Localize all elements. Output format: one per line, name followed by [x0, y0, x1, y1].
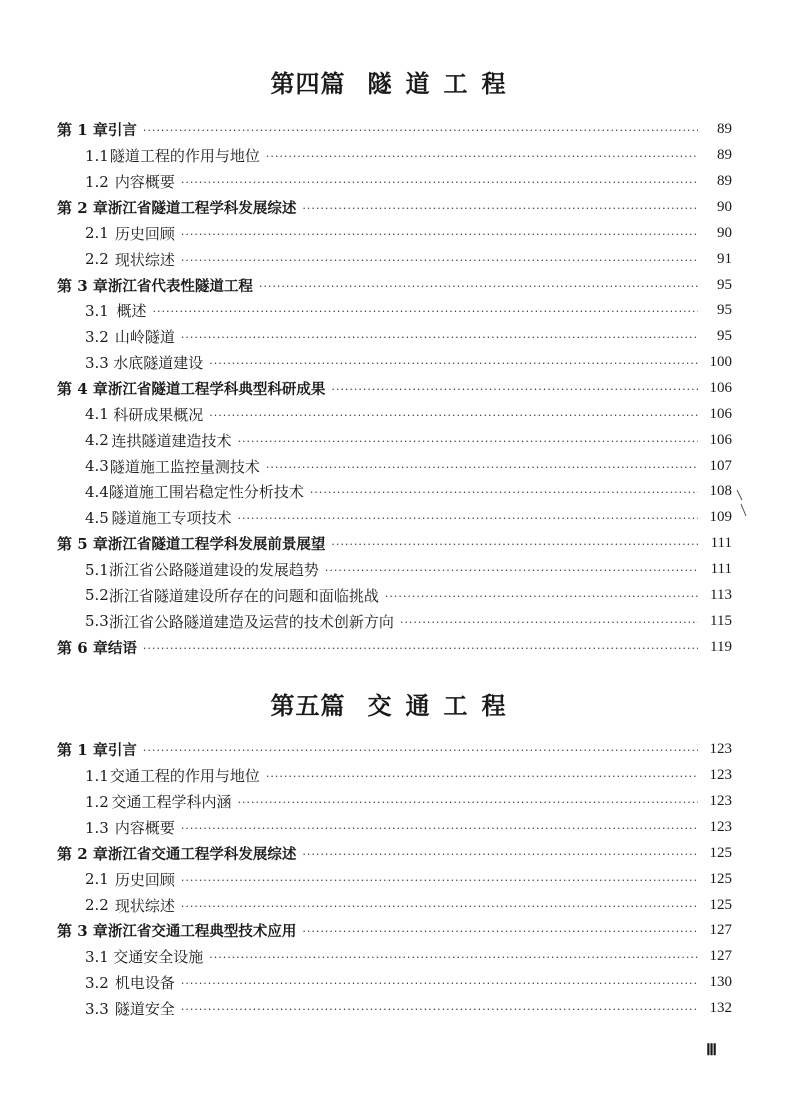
dot-leader — [181, 874, 698, 887]
chapter-title: 浙江省交通工程典型技术应用 — [107, 924, 297, 941]
dot-leader — [143, 124, 698, 137]
section-title: 科研成果概况 — [113, 405, 204, 424]
page-ref: 108 — [709, 483, 732, 500]
dot-leader — [181, 331, 698, 344]
toc-section-row[interactable] — [57, 324, 732, 350]
toc-section-row[interactable] — [57, 401, 732, 427]
toc-section-row[interactable] — [57, 996, 732, 1022]
part-name: 隧道工程 — [367, 69, 520, 98]
toc-section-row[interactable] — [57, 169, 732, 195]
section-title: 隧道施工监控量测技术 — [109, 457, 260, 476]
page-ref: 113 — [710, 586, 732, 603]
chapter-title: 引言 — [107, 743, 137, 760]
dot-leader — [181, 822, 698, 835]
toc-section-row[interactable] — [57, 582, 732, 608]
section-title: 内容概要 — [114, 173, 175, 192]
page-ref: 95 — [717, 302, 732, 319]
dot-leader — [143, 642, 698, 655]
section-number: 2.2 — [85, 896, 109, 915]
section-title: 历史回顾 — [114, 224, 175, 243]
section-number: 2.1 — [85, 224, 109, 243]
section-number: 1.3 — [85, 818, 109, 837]
dot-leader — [238, 435, 698, 448]
page-ref: 123 — [709, 741, 732, 758]
page-ref: 106 — [709, 380, 732, 397]
page-ref: 127 — [709, 922, 732, 939]
page-ref: 89 — [717, 147, 732, 164]
section-title: 交通工程的作用与地位 — [109, 767, 260, 786]
chapter-number: 第 4 章 — [57, 380, 108, 399]
chapter-title: 引言 — [107, 123, 137, 140]
section-number: 4.4 — [85, 482, 109, 501]
dot-leader — [325, 564, 698, 577]
page-ref: 106 — [709, 405, 732, 422]
toc-chapter-row[interactable] — [57, 918, 732, 944]
toc-section-row[interactable] — [57, 220, 732, 246]
section-number: 4.2 — [85, 431, 109, 450]
section-title: 交通安全设施 — [113, 948, 204, 967]
chapter-number: 第 1 章 — [57, 741, 108, 760]
page-number: Ⅲ — [706, 1042, 717, 1059]
page-ref: 123 — [709, 819, 732, 835]
section-title: 历史回顾 — [114, 870, 175, 889]
section-number: 1.1 — [85, 146, 109, 165]
section-number: 5.2 — [85, 586, 109, 605]
toc-section-row[interactable] — [57, 763, 732, 789]
toc-section-row[interactable] — [57, 892, 732, 918]
toc-chapter-row[interactable] — [57, 737, 732, 763]
dot-leader — [181, 228, 698, 241]
scan-mark-icon — [736, 488, 748, 518]
dot-leader — [143, 744, 698, 757]
section-number: 4.5 — [85, 508, 109, 527]
toc-section-row[interactable] — [57, 453, 732, 479]
dot-leader — [181, 977, 698, 990]
section-title: 浙江省公路隧道建造及运营的技术创新方向 — [108, 612, 394, 631]
toc-section-row[interactable] — [57, 944, 732, 970]
page-ref: 125 — [709, 870, 732, 887]
toc-section-row[interactable] — [57, 970, 732, 996]
section-number: 4.3 — [85, 457, 109, 476]
toc-chapter-row[interactable] — [57, 195, 732, 221]
dot-leader — [302, 848, 698, 861]
section-title: 隧道施工围岩稳定性分析技术 — [108, 483, 304, 502]
section-number: 5.1 — [85, 560, 109, 579]
dot-leader — [259, 280, 698, 293]
chapter-number: 第 1 章 — [57, 121, 108, 140]
chapter-number: 第 3 章 — [57, 922, 108, 941]
toc-chapter-row[interactable] — [57, 272, 732, 298]
toc-chapter-row[interactable] — [57, 634, 732, 660]
toc-traffic-engineering — [57, 737, 732, 1021]
page-ref: 89 — [717, 173, 732, 190]
section-title: 浙江省隧道建设所存在的问题和面临挑战 — [108, 586, 379, 605]
section-title: 浙江省公路隧道建设的发展趋势 — [108, 561, 319, 580]
section-title: 现状综述 — [114, 896, 175, 915]
page-ref: 91 — [717, 250, 732, 267]
section-number: 5.3 — [85, 612, 109, 631]
dot-leader — [331, 383, 698, 396]
toc-section-row[interactable] — [57, 608, 732, 634]
part-name: 交通工程 — [367, 691, 520, 720]
section-title: 隧道施工专项技术 — [111, 509, 232, 528]
dot-leader — [209, 409, 698, 422]
chapter-number: 第 6 章 — [57, 638, 108, 657]
dot-leader — [400, 616, 698, 629]
dot-leader — [310, 486, 698, 499]
chapter-title: 浙江省隧道工程学科发展综述 — [107, 201, 297, 217]
toc-section-row[interactable] — [57, 479, 732, 505]
page-ref: 127 — [709, 948, 732, 965]
dot-leader — [385, 590, 698, 603]
page-ref: 125 — [709, 896, 732, 913]
section-title: 隧道安全 — [114, 1000, 175, 1019]
toc-chapter-row[interactable] — [57, 531, 732, 557]
page-ref: 132 — [709, 1000, 732, 1017]
page-ref: 111 — [710, 535, 732, 552]
dot-leader — [181, 176, 698, 189]
toc-section-row[interactable] — [57, 143, 732, 169]
page-ref: 109 — [709, 509, 732, 526]
dot-leader — [238, 512, 698, 525]
dot-leader — [302, 202, 698, 215]
section-title: 山岭隧道 — [114, 328, 175, 347]
dot-leader — [266, 770, 698, 783]
dot-leader — [266, 461, 698, 474]
chapter-title: 结语 — [107, 640, 137, 657]
section-number: 3.3 — [85, 353, 109, 372]
dot-leader — [181, 1003, 698, 1016]
page-ref: 123 — [709, 767, 732, 784]
chapter-title: 浙江省隧道工程学科典型科研成果 — [107, 382, 326, 399]
chapter-number: 第 2 章 — [57, 199, 108, 217]
page-ref: 130 — [709, 974, 732, 991]
toc-section-row[interactable] — [57, 789, 732, 815]
page-ref: 123 — [709, 793, 732, 810]
toc-chapter-row[interactable] — [57, 376, 732, 402]
chapter-title: 浙江省隧道工程学科发展前景展望 — [107, 537, 326, 554]
section-title: 交通工程学科内涵 — [111, 793, 232, 812]
section-number: 4.1 — [85, 405, 109, 424]
section-number: 1.2 — [85, 792, 109, 811]
dot-leader — [209, 357, 698, 370]
page-ref: 90 — [717, 224, 732, 241]
toc-chapter-row[interactable] — [57, 840, 732, 866]
chapter-number: 第 3 章 — [57, 276, 108, 295]
toc-section-row[interactable] — [57, 815, 732, 841]
section-number: 2.1 — [85, 870, 109, 889]
toc-section-row[interactable] — [57, 246, 732, 272]
dot-leader — [238, 796, 698, 809]
toc-section-row[interactable] — [57, 505, 732, 531]
dot-leader — [331, 538, 698, 551]
page-ref: 125 — [709, 844, 732, 861]
toc-section-row[interactable] — [57, 866, 732, 892]
dot-leader — [181, 900, 698, 913]
page-ref: 107 — [709, 457, 732, 474]
toc-section-row[interactable] — [57, 427, 732, 453]
part-title-tunnel — [0, 64, 790, 99]
chapter-title: 浙江省代表性隧道工程 — [107, 278, 253, 295]
section-number: 3.3 — [85, 999, 109, 1018]
part-label: 第四篇 — [270, 69, 346, 98]
section-number: 3.1 — [85, 301, 109, 320]
page-ref: 95 — [717, 328, 732, 345]
toc-section-row[interactable] — [57, 350, 732, 376]
dot-leader — [266, 150, 698, 163]
toc-section-row[interactable] — [57, 298, 732, 324]
page-ref: 111 — [710, 561, 732, 578]
page-ref: 119 — [710, 638, 732, 655]
page-ref: 90 — [717, 199, 732, 215]
chapter-number: 第 5 章 — [57, 535, 108, 554]
part-title-traffic — [0, 686, 790, 721]
section-number: 3.2 — [85, 327, 109, 346]
page-ref: 100 — [709, 354, 732, 371]
toc-chapter-row[interactable] — [57, 117, 732, 143]
section-title: 机电设备 — [114, 974, 175, 993]
page-ref: 115 — [710, 612, 732, 629]
page-ref: 95 — [717, 276, 732, 293]
section-number: 1.2 — [85, 172, 109, 191]
section-number: 2.2 — [85, 250, 109, 269]
section-title: 内容概要 — [114, 819, 175, 837]
page-ref: 89 — [717, 121, 732, 138]
chapter-title: 浙江省交通工程学科发展综述 — [107, 846, 297, 863]
dot-leader — [181, 254, 698, 267]
section-title: 连拱隧道建造技术 — [111, 431, 232, 450]
dot-leader — [209, 951, 698, 964]
chapter-number: 第 2 章 — [57, 844, 108, 863]
dot-leader — [302, 925, 698, 938]
section-title: 隧道工程的作用与地位 — [109, 147, 260, 166]
section-title: 水底隧道建设 — [113, 354, 204, 373]
dot-leader — [152, 305, 698, 318]
part-label: 第五篇 — [270, 691, 346, 720]
section-title: 概述 — [116, 302, 147, 321]
section-number: 1.1 — [85, 766, 109, 785]
section-number: 3.1 — [85, 947, 109, 966]
section-title: 现状综述 — [114, 250, 175, 269]
section-number: 3.2 — [85, 973, 109, 992]
page-ref: 106 — [709, 431, 732, 448]
toc-tunnel-engineering — [57, 117, 732, 660]
toc-section-row[interactable] — [57, 557, 732, 583]
